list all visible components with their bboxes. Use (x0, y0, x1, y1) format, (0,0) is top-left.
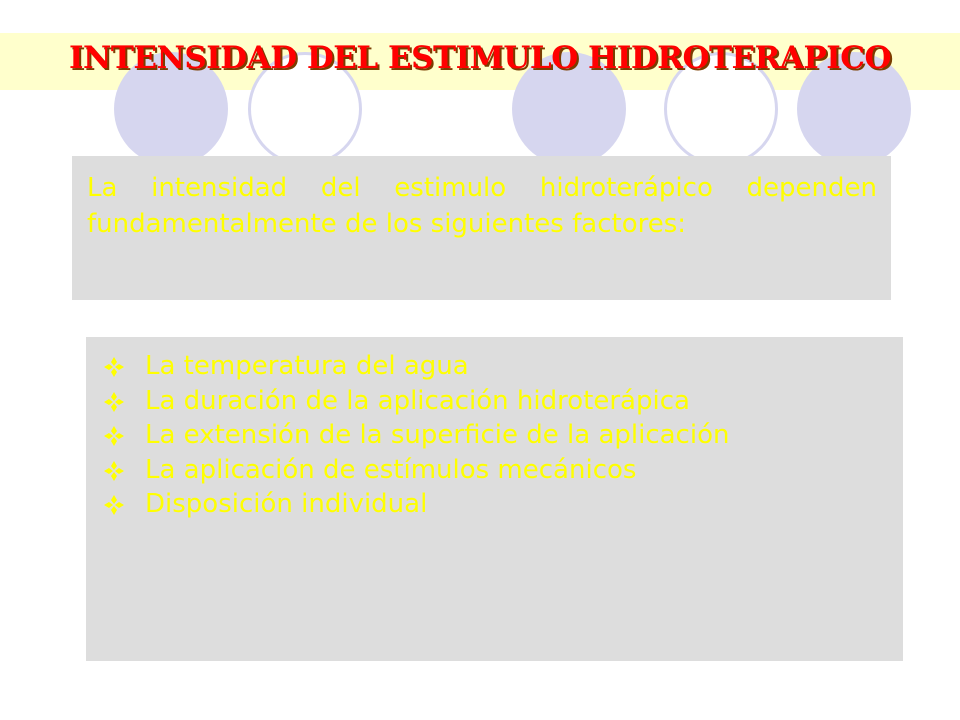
four-petal-diamond-icon (104, 426, 124, 446)
four-petal-diamond-icon (104, 461, 124, 481)
factor-label: La duración de la aplicación hidroterápica (145, 385, 690, 416)
factors-list (102, 349, 887, 522)
factor-item (102, 384, 887, 419)
factor-item (102, 453, 887, 488)
four-petal-diamond-icon (104, 495, 124, 515)
factors-box (86, 337, 903, 661)
factor-item (102, 418, 887, 453)
intro-box (72, 156, 891, 300)
factor-label: La aplicación de estímulos mecánicos (145, 454, 637, 485)
four-petal-diamond-icon (104, 357, 124, 377)
factor-item (102, 349, 887, 384)
factor-label: La temperatura del agua (145, 351, 469, 381)
four-petal-diamond-icon (104, 392, 124, 412)
factor-item (102, 487, 887, 522)
factor-label: Disposición individual (145, 489, 428, 519)
intro-text: La intensidad del estimulo hidroterápico dependen fundamentalmente de los siguientes factores: (87, 173, 877, 239)
slide-title: INTENSIDAD DEL ESTIMULO HIDROTERAPICO (69, 40, 891, 76)
factor-label: La extensión de la superficie de la aplicación (145, 420, 730, 450)
